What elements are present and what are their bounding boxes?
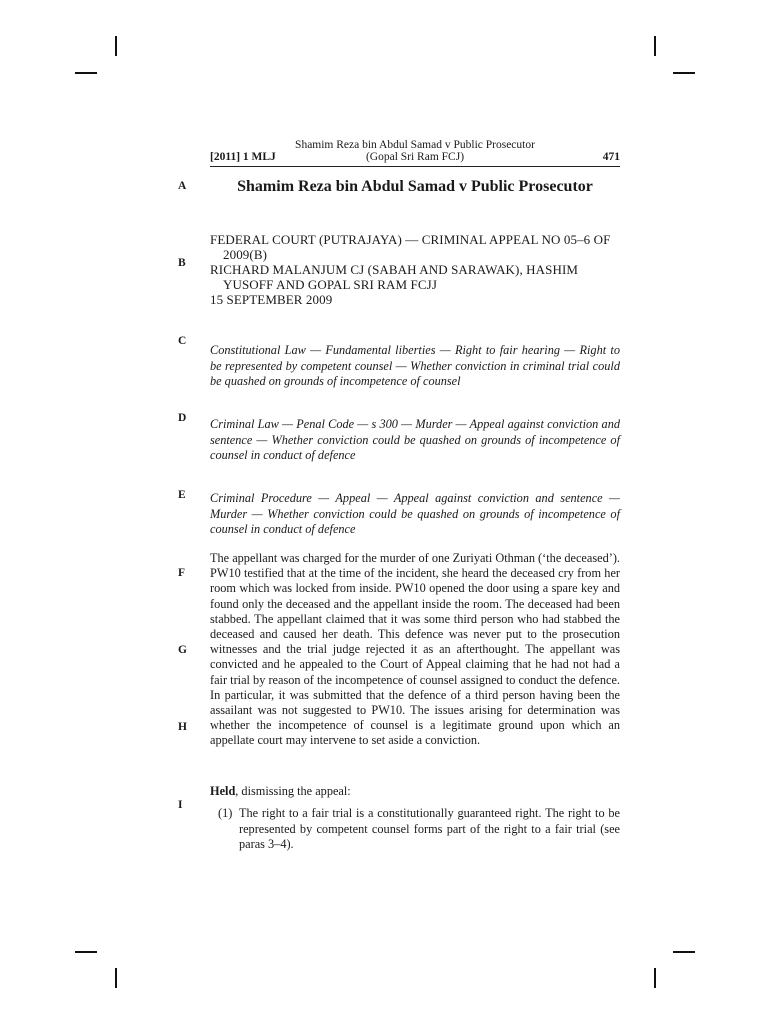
decision-date: 15 SEPTEMBER 2009: [210, 292, 333, 307]
running-head-case: [210, 139, 620, 163]
catchword-criminal-procedure: Criminal Procedure — Appeal — Appeal against conviction and sentence — Murder — Whether conviction could be quashed on grounds of incompetence of counsel in conduct of defence: [210, 491, 620, 536]
margin-letter-d: D: [178, 412, 187, 424]
crop-mark: [654, 968, 656, 988]
headnote-facts: The appellant was charged for the murder of one Zuriyati Othman (‘the deceased’). PW10 testified that at the time of the incident, she heard the deceased cry from her room which was locked from inside. PW10 opened the door using a spare key and found only the deceased and the appellant inside the room. The deceased had been stabbed. The appellant claimed that it was some third person who had stabbed the deceased and caused her death. This defence was never put to the prosecution witnesses and the trial judge rejected it as an afterthought. The appellant was convicted and he appealed to the Court of Appeal claiming that he had not had a fair trial by reason of the incompetence of counsel assigned to conduct the defence. In particular, it was submitted that the defence of a third person having been the assailant was not suggested to PW10. The issues arising for determination was whether the incompetence of counsel is a legitimate ground upon which an appellate court may intervene to set aside a conviction.: [210, 551, 620, 748]
header-rule: [210, 166, 620, 167]
page-number: 471: [602, 151, 620, 163]
crop-mark: [75, 951, 97, 953]
court-line: FEDERAL COURT (PUTRAJAYA) — CRIMINAL APPEAL NO 05–6 OF 2009(B): [210, 232, 611, 262]
crop-mark: [654, 36, 656, 56]
held-label: Held: [210, 784, 236, 798]
margin-letter-i: I: [178, 799, 183, 811]
crop-mark: [115, 36, 117, 56]
held-rest: , dismissing the appeal:: [235, 784, 351, 798]
held-point-text: The right to a fair trial is a constitutionally guaranteed right. The right to be represented by competent counsel forms part of the right to a fair trial (see paras 3–4).: [239, 806, 620, 851]
running-head-case-line1: Shamim Reza bin Abdul Samad v Public Prosecutor: [295, 139, 535, 151]
margin-letter-h: H: [178, 721, 187, 733]
crop-mark: [673, 951, 695, 953]
margin-letter-e: E: [178, 489, 186, 501]
held-point-number: (1): [218, 806, 233, 820]
catchword-criminal-law: Criminal Law — Penal Code — s 300 — Murder — Appeal against conviction and sentence — Whether conviction could be quashed on grounds of incompetence of counsel in conduct of defence: [210, 417, 620, 462]
crop-mark: [673, 72, 695, 74]
judges-line: RICHARD MALANJUM CJ (SABAH AND SARAWAK), HASHIM YUSOFF AND GOPAL SRI RAM FCJJ: [210, 262, 579, 292]
running-head: [210, 139, 620, 167]
margin-letter-c: C: [178, 335, 187, 347]
case-title: Shamim Reza bin Abdul Samad v Public Prosecutor: [237, 178, 593, 195]
court-info: [210, 232, 620, 307]
margin-letter-g: G: [178, 644, 187, 656]
running-head-case-line2: (Gopal Sri Ram FCJ): [365, 151, 465, 163]
margin-letter-a: A: [178, 180, 187, 192]
held-point: [218, 806, 620, 853]
margin-letter-f: F: [178, 567, 186, 579]
citation: [2011] 1 MLJ: [210, 151, 276, 163]
catchword-constitutional: Constitutional Law — Fundamental liberties — Right to fair hearing — Right to be represented by competent counsel — Whether conviction in criminal trial could be quashed on grounds of incompetence of counsel: [210, 343, 620, 388]
held-intro: [210, 784, 620, 800]
margin-letter-b: B: [178, 257, 186, 269]
crop-mark: [75, 72, 97, 74]
crop-mark: [115, 968, 117, 988]
